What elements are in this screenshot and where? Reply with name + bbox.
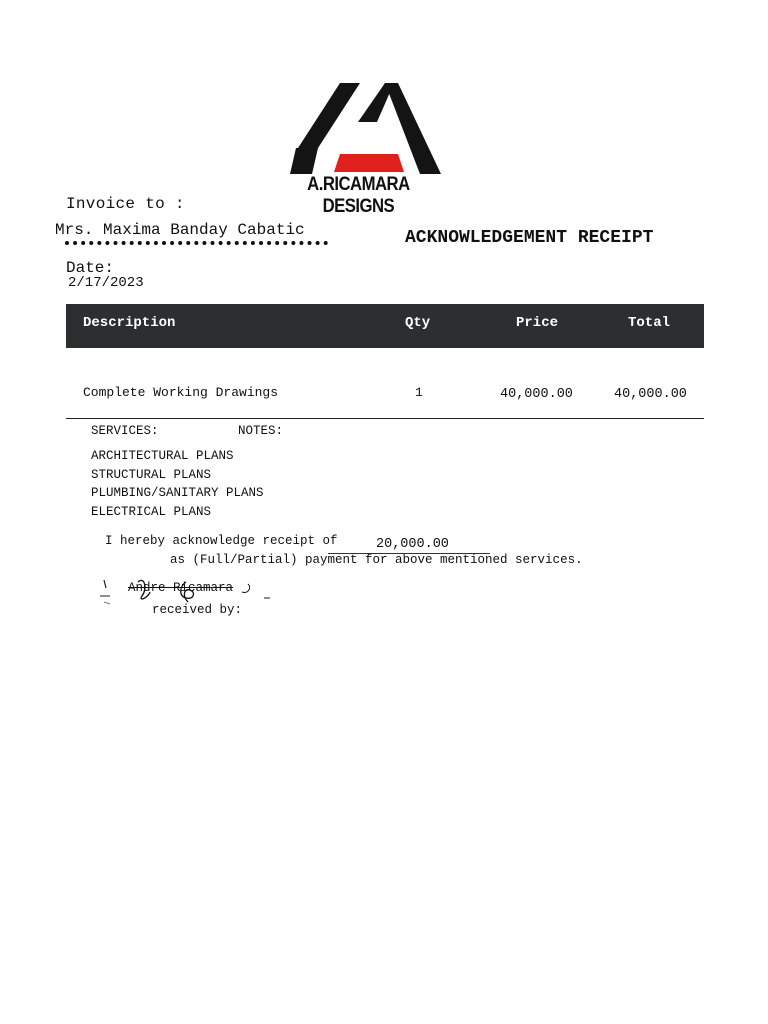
client-name-dotted-rule xyxy=(65,241,328,245)
invoice-to-label: Invoice to : xyxy=(66,195,185,213)
client-name: Mrs. Maxima Banday Cabatic xyxy=(55,221,305,239)
payment-terms-text: as (Full/Partial) payment for above mentioned services. xyxy=(170,553,583,567)
received-by-label: received by: xyxy=(152,603,243,617)
list-item: ARCHITECTURAL PLANS xyxy=(91,449,234,463)
header-qty: Qty xyxy=(405,315,431,331)
row-divider xyxy=(66,418,704,419)
table-header xyxy=(66,304,704,348)
list-item: ELECTRICAL PLANS xyxy=(91,505,212,520)
document-title: ACKNOWLEDGEMENT RECEIPT xyxy=(405,228,654,248)
notes-label: NOTES: xyxy=(238,424,284,438)
header-total: Total xyxy=(628,315,671,331)
list-item: STRUCTURAL PLANS xyxy=(91,467,212,482)
date-label: Date: xyxy=(66,259,115,277)
services-list xyxy=(91,447,264,522)
date-value: 2/17/2023 xyxy=(68,275,144,291)
row-qty: 1 xyxy=(415,385,423,400)
services-label: SERVICES: xyxy=(91,424,159,438)
acknowledged-amount: 20,000.00 xyxy=(376,537,449,552)
row-total: 40,000.00 xyxy=(614,387,687,402)
row-description: Complete Working Drawings xyxy=(83,385,279,400)
list-item: PLUMBING/SANITARY PLANS xyxy=(91,486,264,501)
header-price: Price xyxy=(516,315,559,331)
signatory-name: Andre Ricamara xyxy=(128,581,234,595)
header-description: Description xyxy=(83,315,176,331)
row-price: 40,000.00 xyxy=(500,387,573,402)
acknowledgement-text: I hereby acknowledge receipt of xyxy=(105,534,338,548)
logo-brand-text: A.RICAMARA DESIGNS xyxy=(307,174,410,217)
